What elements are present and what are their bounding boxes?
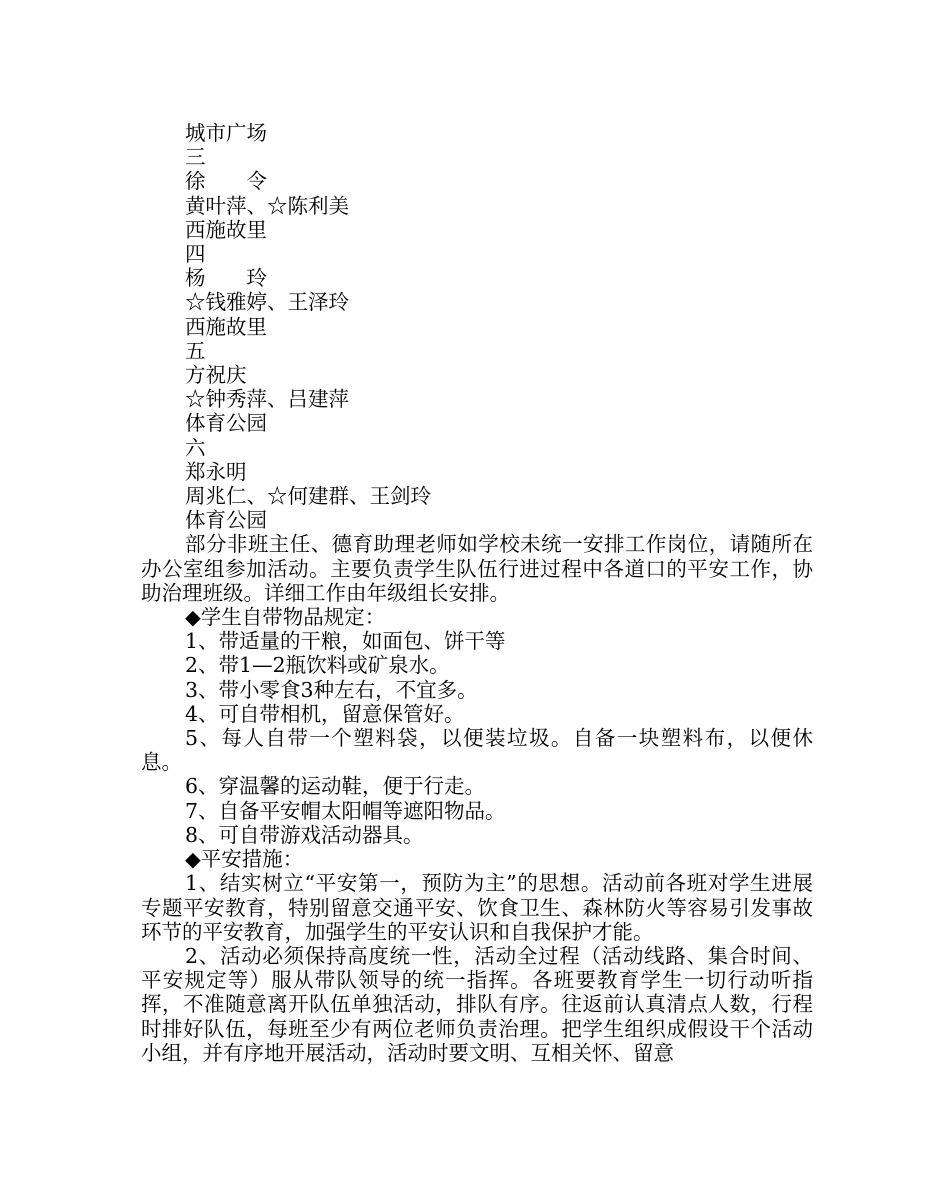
location-text: 西施故里	[185, 217, 267, 242]
safety-heading: ◆平安措施：	[185, 847, 304, 872]
item-line: 5、每人自带一个塑料袋，以便装垃圾。自备一块塑料布，以便休息。	[141, 726, 813, 775]
leader-name: 郑永明	[185, 459, 247, 484]
item-line: 3、带小零食3种左右，不宜多。	[185, 677, 478, 702]
safety-paragraph: 2、活动必须保持高度统一性，活动全过程（活动线路、集合时间、平安规定等）服从带队领导的统一指挥。各班要教育学生一切行动听指挥，不准随意离开队伍单独活动，排队有序。往返前认真清点人数，行程时排好队伍，每班至少有两位老师负责治理。把学生组织成假设干个活动小组，并有序地开展活动，活动时要文明、互相关怀、留意	[141, 943, 813, 1065]
grade-number: 四	[185, 242, 206, 267]
grade-number: 五	[185, 338, 206, 363]
item-line: 2、带1—2瓶饮料或矿泉水。	[185, 653, 450, 678]
teacher-names: ☆钱雅婷、王泽玲	[185, 290, 349, 315]
leader-name: 方祝庆	[185, 363, 247, 388]
teacher-names: 黄叶萍、☆陈利美	[185, 193, 349, 218]
items-heading: ◆学生自带物品规定：	[185, 605, 386, 630]
document-page	[141, 121, 813, 1065]
teacher-names: ☆钟秀萍、吕建萍	[185, 387, 349, 412]
leader-name: 徐 令	[185, 169, 267, 194]
location-text: 体育公园	[185, 411, 267, 436]
teacher-names: 周兆仁、☆何建群、王剑玲	[185, 484, 431, 509]
location-text: 西施故里	[185, 314, 267, 339]
safety-paragraph: 1、结实树立“平安第一，预防为主”的思想。活动前各班对学生进展专题平安教育，特别留意交通平安、饮食卫生、森林防火等容易引发事故环节的平安教育，加强学生的平安认识和自我保护才能。	[141, 871, 813, 944]
location-text: 体育公园	[185, 508, 267, 533]
leader-name: 杨 玲	[185, 266, 267, 291]
grade-number: 三	[185, 145, 206, 170]
grade-number: 六	[185, 435, 206, 460]
item-line: 7、自备平安帽太阳帽等遮阳物品。	[185, 798, 506, 823]
item-line: 1、带适量的干粮，如面包、饼干等	[185, 629, 506, 654]
item-line: 8、可自带游戏活动器具。	[185, 822, 424, 847]
location-text: 城市广场	[185, 121, 267, 145]
item-line: 4、可自带相机，留意保管好。	[185, 701, 465, 726]
staff-note-paragraph: 部分非班主任、德育助理老师如学校未统一安排工作岗位，请随所在办公室组参加活动。主要负责学生队伍行进过程中各道口的平安工作，协助治理班级。详细工作由年级组长安排。	[141, 532, 813, 605]
item-line: 6、穿温馨的运动鞋，便于行走。	[185, 774, 486, 799]
